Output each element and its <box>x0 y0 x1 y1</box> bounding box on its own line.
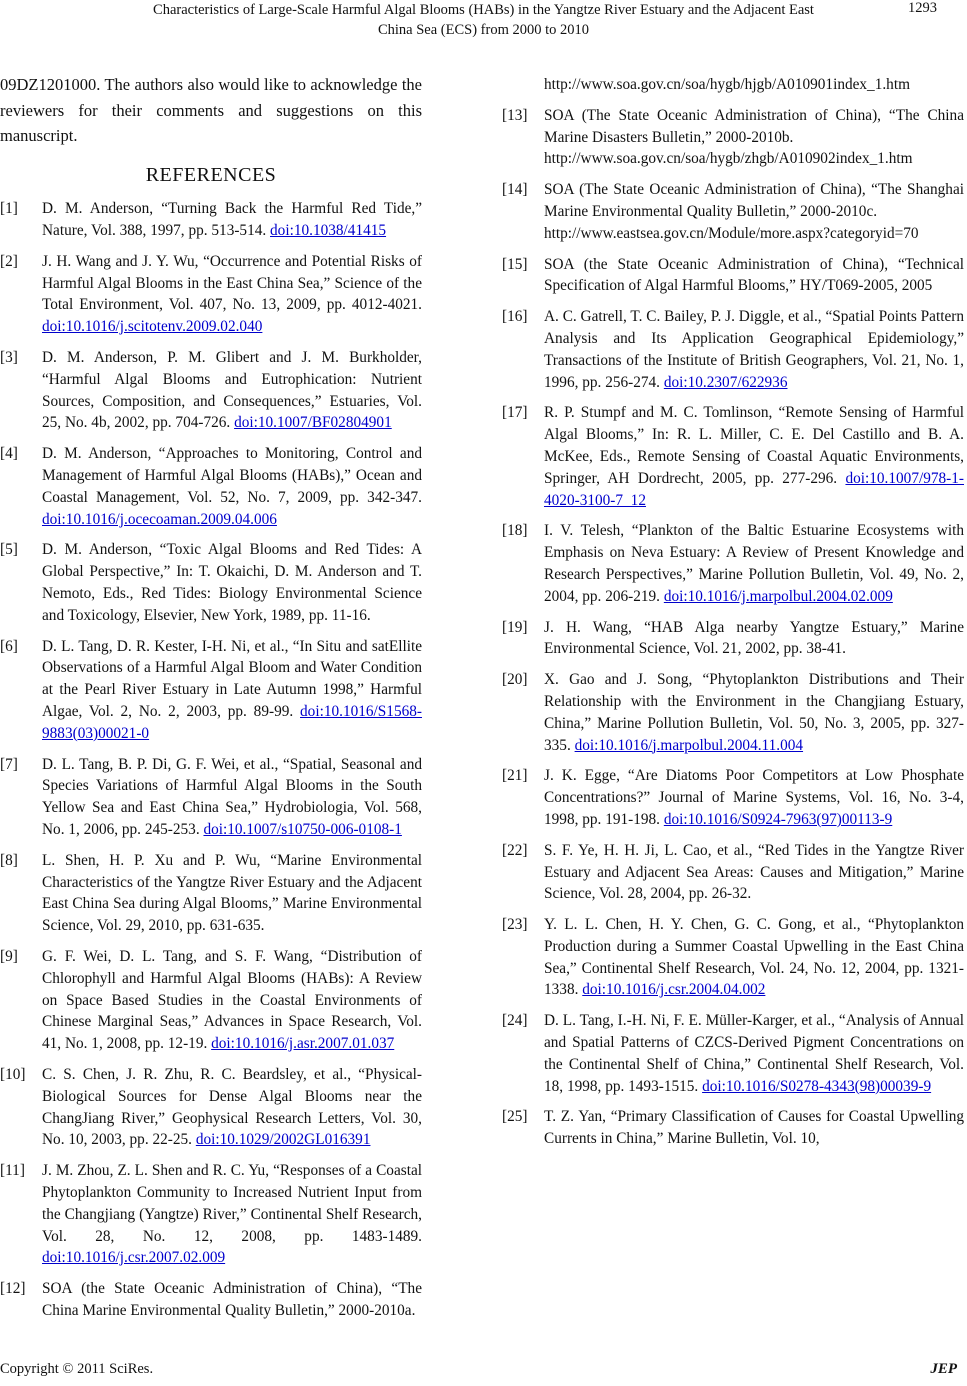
reference-text: D. M. Anderson, “Turning Back the Harmful Red Tide,” Nature, Vol. 388, 1997, pp. 513-514. <box>42 200 422 240</box>
reference-text: D. L. Tang, D. R. Kester, I-H. Ni, et al., “In Situ and satEllite Observations of a Harmful Algal Bloom and Water Condition at the Pearl River Estuary in Late Autumn 1998,” Harmful Algae, Vol. 2, No. 2, 2003, pp. 89-99. <box>42 637 422 721</box>
right-column <box>502 74 964 1159</box>
doi-link[interactable]: doi:10.1016/j.marpolbul.2004.11.004 <box>574 736 804 754</box>
reference-number: [22] <box>502 841 528 859</box>
reference-text: Y. L. L. Chen, H. Y. Chen, G. C. Gong, et al., “Phytoplankton Production during a Summer Coastal Upwelling in the East China Sea,” Continental Shelf Research, Vol. 24, No. 12, 2004, pp. 1321-1338. <box>544 916 964 999</box>
reference-url[interactable]: http://www.soa.gov.cn/soa/hygb/zhgb/A010902index_1.htm <box>544 150 913 168</box>
reference-text: T. Z. Yan, “Primary Classification of Causes for Coastal Upwelling Currents in China,” Marine Bulletin, Vol. 10, <box>544 1108 964 1148</box>
reference-number: [2] <box>0 252 18 270</box>
doi-link[interactable]: doi:10.1016/j.asr.2007.01.037 <box>211 1035 395 1053</box>
acknowledgement-text: 09DZ1201000. The authors also would like to acknowledge the reviewers for their comments and suggestions on this manuscript. <box>0 75 422 145</box>
reference-item <box>0 850 422 937</box>
reference-item <box>502 402 964 511</box>
reference-item <box>0 443 422 530</box>
reference-number: [13] <box>502 106 528 124</box>
doi-link[interactable]: doi:10.1016/j.ocecoaman.2009.04.006 <box>42 510 277 528</box>
reference-item <box>0 946 422 1055</box>
reference-text: I. V. Telesh, “Plankton of the Baltic Estuarine Ecosystems with Emphasis on Neva Estuary: A Review of Present Knowledge and Research Perspectives,” Marine Pollution Bulletin, Vol. 49, No. 2, 2004, pp. 206-219. <box>544 522 964 605</box>
doi-link[interactable]: doi:10.1007/BF02804901 <box>234 414 392 432</box>
reference-item <box>502 617 964 661</box>
reference-number: [1] <box>0 200 18 218</box>
reference-item <box>0 251 422 338</box>
reference-item <box>502 914 964 1001</box>
header-line-2: China Sea (ECS) from 2000 to 2010 <box>377 22 590 38</box>
header-line-1: Characteristics of Large-Scale Harmful Algal Blooms (HABs) in the Yangtze River Estuary and the Adjacent East <box>153 2 814 18</box>
reference-item <box>0 539 422 626</box>
reference-text: SOA (the State Oceanic Administration of China), “The China Marine Environmental Quality Bulletin,” 2000-2010a. <box>42 1280 422 1319</box>
doi-link[interactable]: doi:10.1016/j.csr.2004.04.002 <box>582 981 766 999</box>
reference-item <box>502 1010 964 1097</box>
reference-url[interactable]: http://www.eastsea.gov.cn/Module/more.aspx?categoryid=70 <box>544 224 919 242</box>
reference-text: S. F. Ye, H. H. Ji, L. Cao, et al., “Red Tides in the Yangtze River Estuary and Adjacent Sea Areas: Causes and Mitigation,” Marine Science, Vol. 28, 2004, pp. 26-32. <box>544 841 964 903</box>
reference-item <box>502 105 964 170</box>
reference-text: R. P. Stumpf and M. C. Tomlinson, “Remote Sensing of Harmful Algal Blooms,” In: R. L. Miller, C. E. Del Castillo and B. A. McKee, Eds., Remote Sensing of Coastal Aquatic Environments, Springer, AH Dordrecht, 2005, pp. 277-296. <box>544 404 964 487</box>
reference-text: J. H. Wang, “HAB Alga nearby Yangtze Estuary,” Marine Environmental Science, Vol. 21, 2002, pp. 38-41. <box>544 618 964 658</box>
reference-item <box>502 74 964 96</box>
reference-text: D. M. Anderson, “Toxic Algal Blooms and Red Tides: A Global Perspective,” In: T. Okaichi, D. M. Anderson and T. Nemoto, Eds., Red Tides: Biology Environmental Science and Toxicology, Elsevier, New York, 1989, pp. 11-16. <box>42 541 422 624</box>
reference-number: [24] <box>502 1012 528 1030</box>
reference-item <box>502 840 964 905</box>
doi-link[interactable]: doi:10.1016/j.marpolbul.2004.02.009 <box>663 587 893 605</box>
reference-number: [9] <box>0 948 18 965</box>
reference-number: [17] <box>502 404 528 422</box>
reference-item <box>0 347 422 434</box>
reference-number: [11] <box>0 1162 25 1180</box>
reference-number: [8] <box>0 851 18 869</box>
reference-number: [4] <box>0 445 18 463</box>
journal-abbrev: JEP <box>930 1361 957 1377</box>
reference-text: J. K. Egge, “Are Diatoms Poor Competitors at Low Phosphate Concentrations?” Journal of Marine Systems, Vol. 16, No. 3-4, 1998, pp. 191-198. <box>544 767 964 828</box>
reference-text: X. Gao and J. Song, “Phytoplankton Distributions and Their Relationship with the Environment in the Changjiang Estuary, China,” Marine Pollution Bulletin, Vol. 50, No. 3, 2005, pp. 327-335. <box>544 671 964 754</box>
reference-text: SOA (The State Oceanic Administration of China), “The Shanghai Marine Environmental Quality Bulletin,” 2000-2010c. <box>544 181 964 220</box>
reference-item <box>502 254 964 298</box>
doi-link[interactable]: doi:10.1007/978-1-4020-3100-7_12 <box>544 469 964 509</box>
reference-number: [10] <box>0 1065 26 1083</box>
reference-item <box>502 765 964 830</box>
reference-number: [21] <box>502 767 528 785</box>
reference-number: [18] <box>502 522 528 540</box>
reference-number: [14] <box>502 181 528 199</box>
reference-text: D. M. Anderson, “Approaches to Monitoring, Control and Management of Harmful Algal Blooms (HABs),” Ocean and Coastal Management, Vol. 52, No. 7, 2009, pp. 342-347. <box>42 445 422 506</box>
reference-text: J. H. Wang and J. Y. Wu, “Occurrence and Potential Risks of Harmful Algal Blooms in the East China Sea,” Science of the Total Environment, Vol. 407, No. 13, 2009, pp. 4012-4021. <box>42 252 422 314</box>
reference-number <box>502 74 544 96</box>
reference-number: [6] <box>0 637 18 655</box>
reference-list-right <box>502 74 964 1150</box>
reference-item <box>0 1064 422 1151</box>
reference-text: G. F. Wei, D. L. Tang, and S. F. Wang, “Distribution of Chlorophyll and Harmful Algal Blooms (HABs): A Review on Space Based Studies in the Coastal Environments of Chinese Marginal Seas,” Advances in Space Research, Vol. 41, No. 1, 2008, pp. 12-19. <box>42 948 422 1053</box>
reference-text: J. M. Zhou, Z. L. Shen and R. C. Yu, “Responses of a Coastal Phytoplankton Community to Increased Nutrient Input from the Changjiang (Yangtze) River,” Continental Shelf Research, Vol. 28, No. 12, 2008, pp. 1483-1489. <box>42 1162 422 1245</box>
reference-number: [7] <box>0 755 18 773</box>
doi-link[interactable]: doi:10.1016/S0924-7963(97)00113-9 <box>663 810 893 828</box>
reference-number: [12] <box>0 1280 26 1298</box>
reference-item <box>502 1106 964 1150</box>
doi-link[interactable]: doi:10.1007/s10750-006-0108-1 <box>203 821 402 839</box>
reference-text: D. L. Tang, I.-H. Ni, F. E. Müller-Karger, et al., “Analysis of Annual and Spatial Patterns of CZCS-Derived Pigment Concentrations on the Continental Shelf of China,” Continental Shelf Research, Vol. 18, 1998, pp. 1493-1515. <box>544 1012 964 1095</box>
reference-number: [20] <box>502 671 528 689</box>
doi-link[interactable]: doi:10.2307/622936 <box>663 373 788 391</box>
reference-text: D. L. Tang, B. P. Di, G. F. Wei, et al., “Spatial, Seasonal and Species Variations of Harmful Algal Blooms in the South Yellow Sea and East China Sea,” Hydrobiologia, Vol. 568, No. 1, 2006, pp. 245-253. <box>42 755 422 839</box>
reference-item <box>502 179 964 244</box>
reference-text: SOA (the State Oceanic Administration of China), “Technical Specification of Algal Harmful Blooms,” HY/T069-2005, 2005 <box>544 255 964 295</box>
reference-number: [3] <box>0 349 18 367</box>
reference-item <box>502 669 964 756</box>
reference-number: [25] <box>502 1108 528 1126</box>
reference-item <box>0 636 422 745</box>
reference-text: L. Shen, H. P. Xu and P. Wu, “Marine Environmental Characteristics of the Yangtze River Estuary and the Adjacent East China Sea during Algal Blooms,” Marine Environmental Science, Vol. 29, 2010, pp. 631-635. <box>42 851 422 935</box>
references-heading: REFERENCES <box>145 163 277 186</box>
reference-text: D. M. Anderson, P. M. Glibert and J. M. Burkholder, “Harmful Algal Blooms and Eutrophication: Nutrient Sources, Composition, and Consequences,” Estuaries, Vol. 25, No. 4b, 2002, pp. 704-726. <box>42 349 422 432</box>
doi-link[interactable]: doi:10.1016/S0278-4343(98)00039-9 <box>702 1077 932 1095</box>
reference-number: [15] <box>502 255 528 273</box>
reference-text: SOA (The State Oceanic Administration of China), “The China Marine Disasters Bulletin,” 2000-2010b. <box>544 106 964 146</box>
doi-link[interactable]: doi:10.1038/41415 <box>270 222 387 240</box>
left-column <box>0 72 422 1331</box>
reference-item <box>0 1278 422 1322</box>
doi-link[interactable]: doi:10.1029/2002GL016391 <box>195 1131 371 1149</box>
reference-item <box>502 520 964 607</box>
reference-text: A. C. Gatrell, T. C. Bailey, P. J. Diggle, et al., “Spatial Points Pattern Analysis and Its Application Geographical Epidemiology,” Transactions of the Institute of British Geographers, Vol. 21, No. 1, 1996, pp. 256-274. <box>544 308 964 391</box>
page-number: 1293 <box>908 0 937 16</box>
running-header <box>60 0 907 40</box>
doi-link[interactable]: doi:10.1016/j.csr.2007.02.009 <box>42 1249 226 1267</box>
reference-number: [16] <box>502 308 528 326</box>
reference-number: [5] <box>0 541 18 559</box>
reference-item <box>502 306 964 393</box>
copyright-notice: Copyright © 2011 SciRes. <box>0 1361 154 1377</box>
doi-link[interactable]: doi:10.1016/j.scitotenv.2009.02.040 <box>42 318 263 336</box>
reference-list-left <box>0 198 422 1321</box>
reference-number: [23] <box>502 916 528 934</box>
doi-link[interactable]: doi:10.1016/S1568-9883(03)00021-0 <box>42 703 422 742</box>
reference-text: C. S. Chen, J. R. Zhu, R. C. Beardsley, et al., “Physical-Biological Sources for Dense Algal Blooms near the ChangJiang River,” Geophysical Research Letters, Vol. 30, No. 10, 2003, pp. 22-25. <box>42 1065 422 1149</box>
reference-number: [19] <box>502 618 528 636</box>
reference-item <box>0 198 422 242</box>
reference-item <box>0 754 422 841</box>
reference-url[interactable]: http://www.soa.gov.cn/soa/hygb/hjgb/A010901index_1.htm <box>544 76 910 93</box>
reference-item <box>0 1160 422 1269</box>
